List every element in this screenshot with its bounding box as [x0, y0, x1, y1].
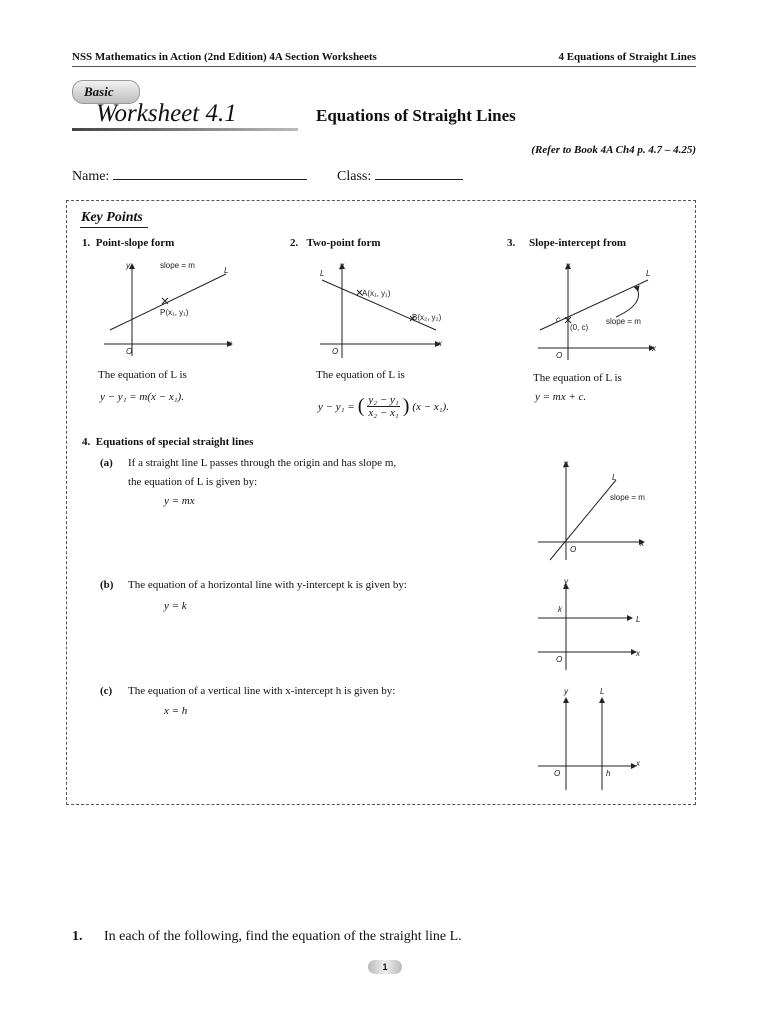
item-a-equation: y = mx	[164, 495, 195, 507]
svg-text:O: O	[556, 351, 563, 360]
svg-text:L: L	[320, 269, 325, 278]
item-a-line2: the equation of L is given by:	[128, 476, 258, 488]
svg-text:slope = m: slope = m	[606, 317, 641, 326]
form2-caption: The equation of L is	[316, 369, 405, 381]
key-points-title: Key Points	[81, 210, 143, 225]
special-heading: 4. Equations of special straight lines	[82, 436, 254, 448]
worksheet-subtitle: Equations of Straight Lines	[316, 106, 516, 125]
header-rule	[72, 66, 696, 67]
class-field[interactable]	[337, 165, 463, 185]
class-blank[interactable]	[375, 165, 463, 180]
svg-text:L: L	[646, 269, 651, 278]
svg-text:L: L	[600, 687, 605, 696]
form2-heading: 2. Two-point form	[290, 237, 381, 249]
title-underline	[72, 128, 298, 131]
svg-text:L: L	[612, 473, 617, 482]
svg-text:x: x	[636, 649, 640, 658]
item-b-line1: The equation of a horizontal line with y-intercept k is given by:	[128, 579, 407, 591]
svg-text:x: x	[636, 759, 640, 768]
page-number: 1	[368, 960, 402, 974]
item-b-label: (b)	[100, 579, 114, 591]
svg-text:slope = m: slope = m	[610, 493, 645, 502]
book-reference: (Refer to Book 4A Ch4 p. 4.7 – 4.25)	[531, 144, 696, 156]
svg-text:y: y	[564, 687, 568, 696]
svg-text:y: y	[340, 261, 344, 270]
point-slope-graph	[96, 256, 246, 360]
item-c-equation: x = h	[164, 705, 188, 717]
svg-text:slope = m: slope = m	[160, 261, 195, 270]
svg-text:x: x	[438, 339, 442, 348]
svg-text:B(x₂, y₂): B(x₂, y₂)	[412, 313, 442, 322]
svg-text:O: O	[126, 347, 133, 356]
form2-equation: y − y₁ = ( y₂ − y₁ x₂ − x₁ ) (x − x₁).	[318, 394, 449, 419]
svg-text:O: O	[554, 769, 561, 778]
svg-text:(0, c): (0, c)	[570, 323, 589, 332]
basic-badge: Basic	[72, 80, 140, 104]
item-c-label: (c)	[100, 685, 113, 697]
name-label: Name:	[72, 169, 110, 184]
slope-intercept-graph	[534, 258, 662, 364]
svg-text:k: k	[558, 605, 562, 614]
svg-text:y: y	[566, 261, 570, 270]
svg-text:x: x	[652, 344, 656, 353]
svg-text:O: O	[332, 347, 339, 356]
svg-text:O: O	[556, 655, 563, 664]
class-label: Class:	[337, 169, 372, 184]
svg-text:h: h	[606, 769, 611, 778]
header-right: 4 Equations of Straight Lines	[558, 51, 696, 63]
header-left: NSS Mathematics in Action (2nd Edition) 4A Section Worksheets	[72, 51, 377, 63]
svg-text:A(x₁, y₁): A(x₁, y₁)	[362, 289, 391, 298]
svg-text:y: y	[564, 577, 568, 586]
worksheet-title: Worksheet 4.1	[96, 100, 237, 127]
item-a-label: (a)	[100, 457, 113, 469]
item-a-line1: If a straight line L passes through the origin and has slope m,	[128, 457, 397, 469]
svg-text:y: y	[126, 261, 130, 270]
two-point-graph	[316, 258, 446, 362]
svg-text:L: L	[224, 266, 229, 275]
form3-equation: y = mx + c.	[535, 391, 587, 403]
svg-text:L: L	[636, 615, 641, 624]
question-number: 1.	[72, 929, 83, 944]
graph-through-origin	[536, 456, 652, 564]
form3-caption: The equation of L is	[533, 372, 622, 384]
name-blank[interactable]	[113, 165, 307, 180]
key-points-underline	[80, 227, 148, 228]
svg-text:O: O	[570, 545, 577, 554]
form3-heading: 3. Slope-intercept from	[507, 237, 627, 249]
item-c-line1: The equation of a vertical line with x-intercept h is given by:	[128, 685, 396, 697]
graph-horizontal-line	[536, 576, 652, 672]
svg-text:P(x₁, y₁): P(x₁, y₁)	[160, 308, 189, 317]
form1-heading: 1. Point-slope form	[82, 237, 175, 249]
question-text: In each of the following, find the equation of the straight line L.	[104, 929, 462, 944]
item-b-equation: y = k	[164, 600, 187, 612]
svg-text:c: c	[556, 315, 560, 324]
form1-caption: The equation of L is	[98, 369, 187, 381]
svg-text:x: x	[228, 339, 232, 348]
form1-equation: y − y₁ = m(x − x₁).	[100, 391, 184, 403]
name-field[interactable]	[72, 165, 307, 185]
svg-text:x: x	[640, 539, 644, 548]
graph-vertical-line	[536, 686, 652, 794]
svg-text:y: y	[564, 459, 568, 468]
